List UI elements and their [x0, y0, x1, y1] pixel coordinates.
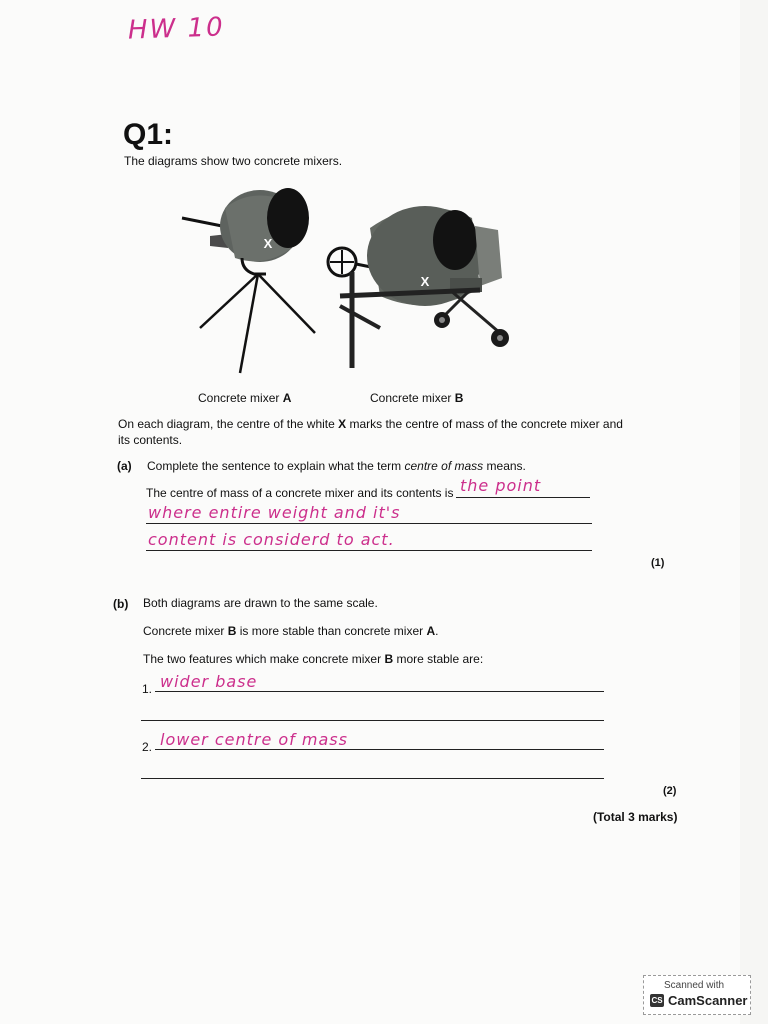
- mixer-b-letter: B: [454, 391, 464, 405]
- part-b-line-2-text-2: is more stable than concrete mixer: [236, 624, 427, 638]
- centre-of-mass-note: [118, 417, 623, 431]
- total-marks: (Total 3 marks): [593, 810, 678, 824]
- centre-note-text-1: On each diagram, the centre of the white: [118, 417, 339, 431]
- part-a-prompt-term: centre of mass: [404, 459, 484, 473]
- camscanner-logo-icon: CS: [651, 996, 663, 1005]
- part-a-sentence-start: The centre of mass of a concrete mixer and its contents is: [146, 486, 454, 500]
- centre-of-mass-note-cont: its contents.: [118, 433, 183, 447]
- scanned-with-text: Scanned with: [664, 980, 725, 991]
- handwritten-title: HW 10: [127, 12, 226, 46]
- part-a-prompt-text-2: means.: [483, 459, 526, 473]
- part-b-answer-2: lower centre of mass: [160, 730, 348, 749]
- feature-2-number: 2.: [142, 740, 153, 754]
- part-a-answer-line-1: the point: [460, 476, 542, 495]
- mixer-a-label: [198, 391, 291, 405]
- part-b-marks: (2): [663, 785, 677, 797]
- part-a-label: (a): [117, 459, 132, 473]
- answer-line-a2: [146, 523, 592, 524]
- centre-note-text-2: marks the centre of mass of the concrete mixer and: [346, 417, 623, 431]
- part-b-line-2-a: A: [426, 624, 436, 638]
- camscanner-name: CamScanner: [668, 993, 748, 1008]
- answer-line-b1: [155, 691, 604, 692]
- part-b-line-2-text-1: Concrete mixer: [143, 624, 228, 638]
- concrete-mixers-diagram: [180, 178, 520, 378]
- answer-line-a3: [146, 550, 592, 551]
- part-a-answer-line-2: where entire weight and it's: [148, 503, 401, 522]
- camscanner-watermark: [643, 975, 751, 1015]
- part-b-line-3: [143, 652, 483, 666]
- mixer-a-illustration: [182, 188, 315, 373]
- answer-line-b1-extra: [141, 720, 604, 721]
- part-a-answer-line-3: content is considerd to act.: [148, 530, 395, 549]
- part-a-prompt-text-1: Complete the sentence to explain what the term: [147, 459, 405, 473]
- answer-line-a1: [456, 497, 590, 498]
- part-b-line-2-text-3: .: [435, 624, 439, 638]
- part-b-answer-1: wider base: [160, 672, 258, 691]
- part-b-line-3-text-2: more stable are:: [393, 652, 484, 666]
- part-a-prompt: [147, 459, 526, 473]
- mixer-a-centre-x: X: [263, 236, 273, 251]
- centre-note-x: X: [338, 417, 347, 431]
- mixer-a-label-text: Concrete mixer: [198, 391, 283, 405]
- part-b-line-2: [143, 624, 438, 638]
- feature-1-number: 1.: [142, 682, 153, 696]
- part-a-marks: (1): [651, 557, 665, 569]
- answer-line-b2: [155, 749, 604, 750]
- answer-line-b2-extra: [141, 778, 604, 779]
- mixer-b-label-text: Concrete mixer: [370, 391, 455, 405]
- question-title: Q1:: [123, 118, 174, 151]
- part-b-line-2-b: B: [227, 624, 237, 638]
- part-b-line-3-text-1: The two features which make concrete mixer: [143, 652, 385, 666]
- mixer-b-illustration: [328, 206, 509, 368]
- mixer-b-label: [370, 391, 463, 405]
- part-b-label: (b): [113, 597, 129, 611]
- mixer-b-centre-x: X: [420, 274, 430, 289]
- part-b-line-3-b: B: [384, 652, 394, 666]
- question-intro: The diagrams show two concrete mixers.: [124, 154, 343, 168]
- mixer-a-letter: A: [282, 391, 292, 405]
- part-b-line-1: Both diagrams are drawn to the same scale.: [143, 596, 378, 610]
